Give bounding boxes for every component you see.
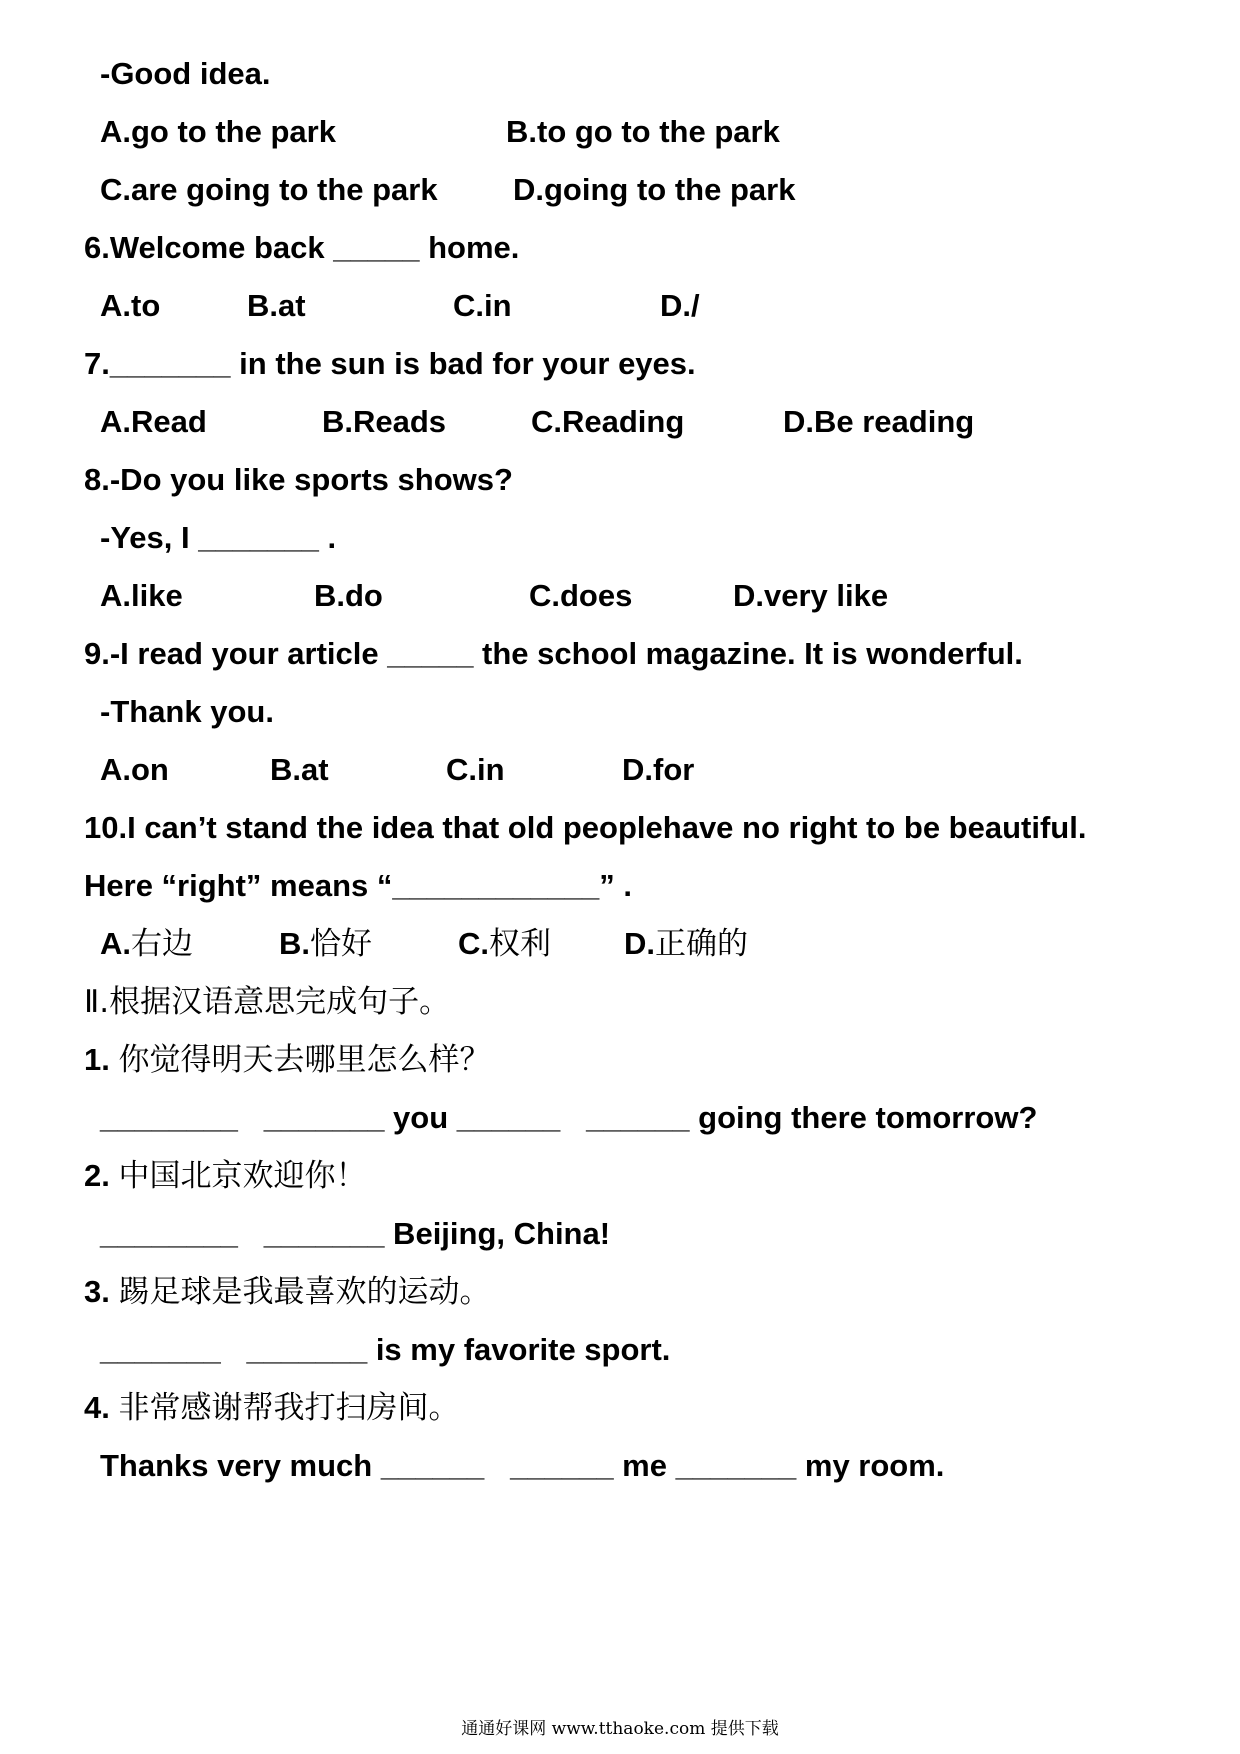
s2-item1-chinese: 1. 你觉得明天去哪里怎么样？ (84, 1042, 491, 1078)
section2-heading: Ⅱ.根据汉语意思完成句子。 (84, 984, 451, 1020)
q10-stem-line1: 10.I can’t stand the idea that old peoplehave no right to be beautiful. (84, 810, 1087, 845)
q10-option-c: C.权利 (458, 926, 551, 962)
q9-option-c: C.in (446, 752, 505, 787)
q10-stem-line2: Here “right” means “____________” . (84, 868, 632, 903)
q5-response: -Good idea. (100, 56, 271, 91)
q6-option-d: D./ (660, 288, 700, 323)
q7-option-c: C.Reading (531, 404, 685, 439)
q10-option-b: B.恰好 (279, 926, 372, 962)
q9-response: -Thank you. (100, 694, 274, 729)
q6-stem: 6.Welcome back _____ home. (84, 230, 520, 265)
s2-item3-chinese: 3. 踢足球是我最喜欢的运动。 (84, 1274, 491, 1310)
q7-stem: 7._______ in the sun is bad for your eyes. (84, 346, 696, 381)
q5-option-c: C.are going to the park (100, 172, 438, 207)
s2-item3-english: _______ _______ is my favorite sport. (100, 1332, 671, 1367)
q9-option-a: A.on (100, 752, 169, 787)
q5-option-a: A.go to the park (100, 114, 336, 149)
q9-option-d: D.for (622, 752, 695, 787)
s2-item2-chinese: 2. 中国北京欢迎你！ (84, 1158, 367, 1194)
q9-stem: 9.-I read your article _____ the school magazine. It is wonderful. (84, 636, 1023, 671)
s2-item1-english: ________ _______ you ______ ______ going there tomorrow? (100, 1100, 1038, 1135)
s2-item2-english: ________ _______ Beijing, China! (100, 1216, 611, 1251)
q6-option-b: B.at (247, 288, 306, 323)
q10-option-a: A.右边 (100, 926, 193, 962)
q7-option-d: D.Be reading (783, 404, 975, 439)
q6-option-c: C.in (453, 288, 512, 323)
q8-stem: 8.-Do you like sports shows? (84, 462, 513, 497)
q6-option-a: A.to (100, 288, 161, 323)
q8-option-b: B.do (314, 578, 383, 613)
q8-response: -Yes, I _______ . (100, 520, 337, 555)
q8-option-d: D.very like (733, 578, 889, 613)
q7-option-b: B.Reads (322, 404, 447, 439)
s2-item4-chinese: 4. 非常感谢帮我打扫房间。 (84, 1390, 460, 1426)
page-footer: 通通好课网 www.tthaoke.com 提供下载 (461, 1719, 779, 1739)
q5-option-b: B.to go to the park (506, 114, 780, 149)
q5-option-d: D.going to the park (513, 172, 796, 207)
q7-option-a: A.Read (100, 404, 207, 439)
q8-option-c: C.does (529, 578, 633, 613)
s2-item4-english: Thanks very much ______ ______ me _______ my room. (100, 1448, 945, 1483)
q10-option-d: D.正确的 (624, 926, 748, 962)
q8-option-a: A.like (100, 578, 183, 613)
q9-option-b: B.at (270, 752, 329, 787)
